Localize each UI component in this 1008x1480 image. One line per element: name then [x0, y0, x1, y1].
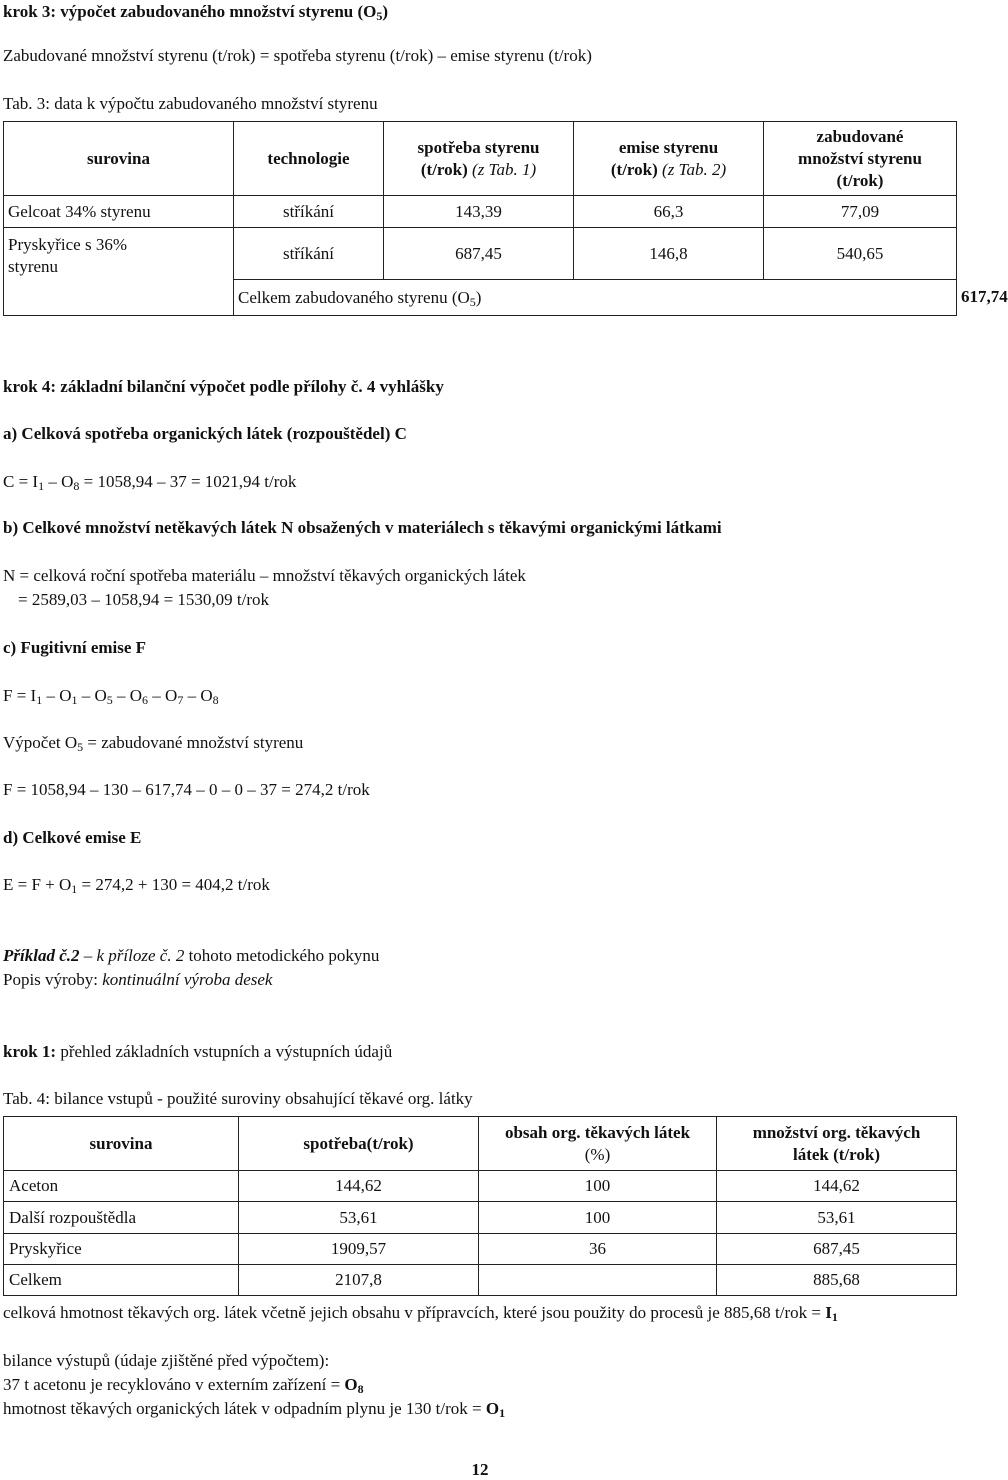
table4-cell-mnozstvi: 53,61 [717, 1202, 957, 1233]
table4-cell-obsah: 100 [479, 1171, 717, 1202]
step4-heading: krok 4: základní bilanční výpočet podle přílohy č. 4 vyhlášky [3, 377, 444, 396]
table-row [4, 196, 957, 228]
table4-header-row [4, 1117, 957, 1171]
step4-c-heading: c) Fugitivní emise F [3, 638, 147, 657]
step4-d-formula: $E = F + O_1 = 274,2 + 130 = 404,2$ t/rok [3, 875, 270, 896]
table3 [3, 121, 1008, 316]
table4-cell-spotreba: 144,62 [239, 1171, 479, 1202]
table4-cell-spotreba: 2107,8 [239, 1264, 479, 1295]
after4-line3: 37 t acetonu je recyklováno v externím zařízení = $O_8$ [3, 1375, 364, 1396]
table3-cell-surovina: Gelcoat 34% styrenu [4, 196, 234, 228]
example2-popis: Popis výroby: kontinuální výroba desek [3, 970, 273, 989]
table4-header-surovina: surovina [4, 1117, 239, 1171]
table3-caption: Tab. 3: data k výpočtu zabudovaného množství styrenu [3, 94, 378, 113]
step4-c-result: F = 1058,94 – 130 – 617,74 – 0 – 0 – 37 = 274,2 t/rok [3, 780, 370, 799]
table3-total-label: Celkem zabudovaného styrenu $(O_5)$ [234, 280, 764, 316]
table-row [4, 1202, 957, 1233]
table4-cell-obsah [479, 1264, 717, 1295]
table3-cell-technologie: stříkání [234, 228, 384, 280]
table4-cell-obsah: 100 [479, 1202, 717, 1233]
table4-cell-mnozstvi: 885,68 [717, 1264, 957, 1295]
step4-c-vypocet: Výpočet $O_5$ = zabudované množství styrenu [3, 733, 304, 754]
table3-cell-zabudovane: 540,65 [764, 228, 957, 280]
table4-cell-surovina: Další rozpouštědla [4, 1202, 239, 1233]
table4-cell-surovina: Pryskyřice [4, 1233, 239, 1264]
table4-cell-spotreba: 53,61 [239, 1202, 479, 1233]
table3-header-spotreba: spotřeba styrenu (t/rok) (z Tab. 1) [384, 122, 574, 196]
table4-cell-obsah: 36 [479, 1233, 717, 1264]
table3-cell-spotreba: 143,39 [384, 196, 574, 228]
step4-a-formula: $C = I_1 - O_8 = 1058,94 - 37 = 1021,94$ t/rok [3, 472, 297, 493]
table3-cell-spotreba: 687,45 [384, 228, 574, 280]
table-row [4, 1171, 957, 1202]
example2-step1-heading: krok 1: přehled základních vstupních a výstupních údajů [3, 1042, 393, 1061]
after4-line2: bilance výstupů (údaje zjištěné před výpočtem): [3, 1351, 330, 1370]
table4-caption: Tab. 4: bilance vstupů - použité suroviny obsahující těkavé org. látky [3, 1089, 473, 1108]
table3-cell-emise: 66,3 [574, 196, 764, 228]
table4-cell-spotreba: 1909,57 [239, 1233, 479, 1264]
step4-c-formula: $F = I_1 - O_1 - O_5 - O_6 - O_7 - O_8$ [3, 686, 219, 707]
table-row [4, 228, 957, 280]
table4-cell-mnozstvi: 144,62 [717, 1171, 957, 1202]
after4-line1: celková hmotnost těkavých org. látek včetně jejich obsahu v přípravcích, které jsou použity do procesů je 885,68 $t/rok = I_1$ [3, 1303, 838, 1324]
page-number: 12 [471, 1460, 489, 1479]
after4-line4: hmotnost těkavých organických látek v odpadním plynu je 130 $t/rok = O_1$ [3, 1399, 506, 1420]
table4 [3, 1116, 957, 1296]
table3-cell-surovina: Pryskyřice s 36% styrenu [4, 228, 234, 316]
step3-formula: Zabudované množství styrenu (t/rok) = spotřeba styrenu (t/rok) – emise styrenu (t/rok) [3, 46, 592, 65]
example2-title: Příklad č.2 – k příloze č. 2 tohoto metodického pokynu [3, 946, 380, 965]
step4-d-heading: d) Celkové emise E [3, 828, 142, 847]
table-row [4, 1233, 957, 1264]
table3-header-emise: emise styrenu (t/rok) (z Tab. 2) [574, 122, 764, 196]
step4-a-heading: a) Celková spotřeba organických látek (rozpouštědel) C [3, 424, 407, 443]
table3-cell-emise: 146,8 [574, 228, 764, 280]
table3-header-surovina: surovina [4, 122, 234, 196]
step4-b-heading: b) Celkové množství netěkavých látek N obsažených v materiálech s těkavými organickými látkami [3, 518, 722, 537]
table3-total-row: Celkem zabudovaného styrenu $(O_5)$ 617,74 [4, 280, 957, 316]
table4-header-mnozstvi: množství org. těkavých látek (t/rok) [717, 1117, 957, 1171]
table4-header-obsah: obsah org. těkavých látek (%) [479, 1117, 717, 1171]
table4-cell-surovina: Aceton [4, 1171, 239, 1202]
table3-cell-technologie: stříkání [234, 196, 384, 228]
table3-header-technologie: technologie [234, 122, 384, 196]
table4-header-spotreba: spotřeba(t/rok) [239, 1117, 479, 1171]
table3-cell-zabudovane: 77,09 [764, 196, 957, 228]
table4-cell-surovina: Celkem [4, 1264, 239, 1295]
step3-heading: krok 3: výpočet zabudovaného množství styrenu $(O_5)$ [3, 2, 389, 23]
step4-b-line1: N = celková roční spotřeba materiálu – množství těkavých organických látek [3, 566, 526, 585]
table-row [4, 1264, 957, 1295]
table3-header-row [4, 122, 957, 196]
table4-cell-mnozstvi: 687,45 [717, 1233, 957, 1264]
table3-header-zabudovane: zabudované množství styrenu (t/rok) [764, 122, 957, 196]
step4-b-line2: = 2589,03 – 1058,94 = 1530,09 t/rok [18, 590, 270, 609]
